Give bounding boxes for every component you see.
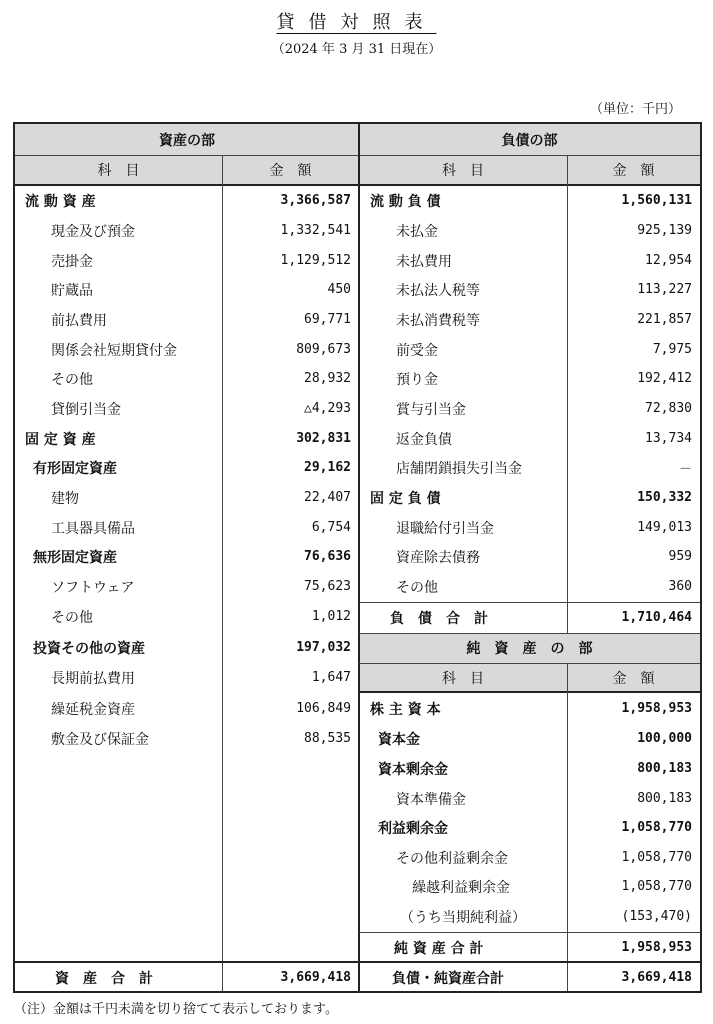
- row-label: 流 動 資 産: [25, 193, 96, 210]
- row-label: 未払費用: [396, 253, 452, 270]
- net-assets-total-row: [360, 933, 700, 962]
- liabilities-total-label: 負 債 合 計: [390, 610, 488, 627]
- row-label: ソフトウェア: [51, 579, 135, 596]
- row-value: 88,535: [304, 731, 351, 746]
- table-row: [15, 186, 359, 215]
- row-value: 1,058,770: [621, 820, 692, 835]
- liabilities-total-value: 1,710,464: [621, 610, 692, 625]
- row-value: 809,673: [296, 342, 351, 357]
- row-value: (153,470): [621, 909, 692, 924]
- table-row: [360, 843, 700, 872]
- row-value: 800,183: [637, 791, 692, 806]
- row-label: 長期前払費用: [51, 670, 135, 687]
- as-of-date: （2024 年 3 月 31 日現在）: [271, 42, 442, 57]
- row-value: 100,000: [637, 731, 692, 746]
- row-label: 資本金: [378, 731, 420, 748]
- table-row: [360, 784, 700, 813]
- row-value: 959: [668, 549, 692, 564]
- row-label: 売掛金: [51, 253, 93, 270]
- row-value: 925,139: [637, 223, 692, 238]
- row-value: 13,734: [645, 431, 692, 446]
- row-label: 貸倒引当金: [51, 401, 121, 418]
- row-value: 28,932: [304, 371, 351, 386]
- row-label: 資本準備金: [396, 791, 466, 808]
- table-row: [360, 694, 700, 723]
- grand-total-value: 3,669,418: [621, 970, 692, 985]
- net-assets-section-header: 純 資 産 の 部: [359, 633, 700, 663]
- row-label: 現金及び預金: [51, 223, 135, 240]
- row-label: 投資その他の資産: [33, 640, 145, 657]
- row-value: 192,412: [637, 371, 692, 386]
- row-value: 1,560,131: [621, 193, 692, 208]
- table-row: [360, 813, 700, 842]
- table-row: [360, 364, 700, 393]
- balance-sheet-table: [13, 122, 702, 993]
- row-value: △4,293: [304, 401, 351, 416]
- row-value: 197,032: [296, 640, 351, 655]
- table-row: [360, 186, 700, 215]
- row-label: 返金負債: [396, 431, 452, 448]
- table-row: [15, 633, 359, 662]
- row-value: 450: [327, 282, 351, 297]
- row-value: 1,012: [311, 609, 351, 624]
- table-row: [15, 663, 359, 692]
- table-row: [360, 572, 700, 601]
- row-value: 113,227: [637, 282, 692, 297]
- row-value: 1,058,770: [621, 850, 692, 865]
- unit-label: （単位：千円）: [589, 102, 681, 117]
- table-row: [15, 216, 359, 245]
- table-row: [15, 513, 359, 542]
- table-row: [15, 394, 359, 423]
- table-row: [15, 602, 359, 631]
- row-label: 繰越利益剰余金: [412, 879, 510, 896]
- net-assets-col-amount: 金 額: [567, 663, 700, 692]
- table-row: [360, 424, 700, 453]
- table-row: [360, 872, 700, 901]
- table-row: [15, 305, 359, 334]
- row-value: 69,771: [304, 312, 351, 327]
- row-label: 未払法人税等: [396, 282, 480, 299]
- row-label: 店舗閉鎖損失引当金: [396, 460, 522, 477]
- net-assets-total-value: 1,958,953: [621, 940, 692, 955]
- table-row: [360, 724, 700, 753]
- assets-section-header: 資産の部: [15, 124, 359, 155]
- row-label: 流 動 負 債: [370, 193, 441, 210]
- row-label: 前受金: [396, 342, 438, 359]
- row-value: 221,857: [637, 312, 692, 327]
- table-row: [15, 335, 359, 364]
- table-row: [15, 724, 359, 753]
- row-label: その他: [51, 371, 93, 388]
- table-row: [360, 246, 700, 275]
- row-value: 7,975: [652, 342, 692, 357]
- row-label: （うち当期純利益）: [400, 909, 526, 926]
- row-label: 固 定 資 産: [25, 431, 96, 448]
- row-value: 1,129,512: [280, 253, 351, 268]
- row-label: 預り金: [396, 371, 438, 388]
- row-value: 1,332,541: [280, 223, 351, 238]
- row-value: 150,332: [637, 490, 692, 505]
- document-title: 貸借対照表: [276, 12, 437, 33]
- table-row: [15, 424, 359, 453]
- row-value: 29,162: [304, 460, 351, 475]
- table-row: [360, 394, 700, 423]
- assets-total-row: [15, 963, 359, 992]
- row-value: 22,407: [304, 490, 351, 505]
- row-value: 6,754: [311, 520, 351, 535]
- table-row: [360, 513, 700, 542]
- table-row: [15, 572, 359, 601]
- table-row: [360, 754, 700, 783]
- net-assets-total-label: 純 資 産 合 計: [394, 940, 484, 957]
- row-label: 建物: [51, 490, 79, 507]
- row-value: 3,366,587: [280, 193, 351, 208]
- row-value: 76,636: [304, 549, 351, 564]
- table-row: [360, 305, 700, 334]
- row-label: 未払消費税等: [396, 312, 480, 329]
- row-value: 106,849: [296, 701, 351, 716]
- liabilities-col-amount: 金 額: [567, 155, 700, 185]
- liabilities-section-header: 負債の部: [359, 124, 700, 155]
- row-label: 利益剰余金: [378, 820, 448, 837]
- assets-total-label: 資 産 合 計: [55, 970, 153, 987]
- table-row: [15, 542, 359, 571]
- liabilities-col-item: 科 目: [359, 155, 567, 185]
- row-label: 賞与引当金: [396, 401, 466, 418]
- row-value: －: [678, 462, 692, 477]
- table-row: [360, 275, 700, 304]
- grand-total-label: 負債・純資産合計: [392, 970, 504, 987]
- net-assets-col-item: 科 目: [359, 663, 567, 692]
- row-label: その他: [51, 609, 93, 626]
- row-value: 12,954: [645, 253, 692, 268]
- table-row: [15, 275, 359, 304]
- table-row: [360, 216, 700, 245]
- row-label: 有形固定資産: [33, 460, 117, 477]
- row-label: 繰延税金資産: [51, 701, 135, 718]
- liabilities-total-row: [360, 603, 700, 632]
- table-row: [360, 542, 700, 571]
- row-label: 敷金及び保証金: [51, 731, 149, 748]
- row-label: 資産除去債務: [396, 549, 480, 566]
- assets-col-amount: 金 額: [222, 155, 359, 185]
- table-row: [15, 694, 359, 723]
- table-row: [15, 364, 359, 393]
- row-value: 149,013: [637, 520, 692, 535]
- table-row: [360, 335, 700, 364]
- row-value: 1,058,770: [621, 879, 692, 894]
- row-label: 貯蔵品: [51, 282, 93, 299]
- table-row: [15, 453, 359, 482]
- footnote: （注）金額は千円未満を切り捨てて表示しております。: [14, 1002, 338, 1017]
- row-value: 800,183: [637, 761, 692, 776]
- row-label: その他: [396, 579, 438, 596]
- row-value: 75,623: [304, 579, 351, 594]
- row-label: 固 定 負 債: [370, 490, 441, 507]
- row-label: 関係会社短期貸付金: [51, 342, 177, 359]
- row-label: その他利益剰余金: [396, 850, 508, 867]
- table-row: [360, 453, 700, 482]
- row-value: 1,647: [311, 670, 351, 685]
- row-value: 302,831: [296, 431, 351, 446]
- row-label: 無形固定資産: [33, 549, 117, 566]
- assets-total-value: 3,669,418: [280, 970, 351, 985]
- grand-total-row: [360, 963, 700, 992]
- assets-col-item: 科 目: [15, 155, 222, 185]
- row-value: 72,830: [645, 401, 692, 416]
- row-label: 工具器具備品: [51, 520, 135, 537]
- table-row: [15, 483, 359, 512]
- row-value: 1,958,953: [621, 701, 692, 716]
- row-label: 資本剰余金: [378, 761, 448, 778]
- table-row: [15, 246, 359, 275]
- row-label: 退職給付引当金: [396, 520, 494, 537]
- table-row: [360, 483, 700, 512]
- row-label: 未払金: [396, 223, 438, 240]
- row-label: 株 主 資 本: [370, 701, 441, 718]
- row-label: 前払費用: [51, 312, 107, 329]
- table-row: [360, 902, 700, 931]
- row-value: 360: [668, 579, 692, 594]
